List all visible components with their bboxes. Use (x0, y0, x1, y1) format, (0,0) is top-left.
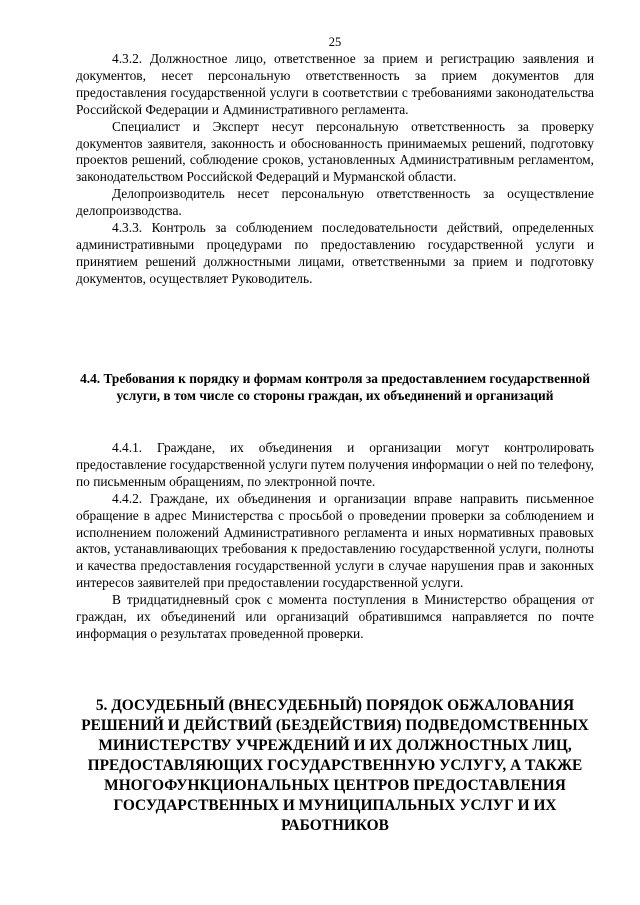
section-4-3-text (76, 51, 594, 288)
paragraph-thirty-day-term: В тридцатидневный срок с момента поступления в Министерство обращения от граждан, их объединений или организаций обратившимся направляется по почте информация о результатах проведенной проверки. (76, 592, 594, 641)
paragraph-4-3-3: 4.3.3. Контроль за соблюдением последовательности действий, определенных административными процедурами по предоставлению государственной услуги и принятием решений должностными лицами, ответственными за прием и подготовку документов, осуществляет Руководитель. (76, 220, 594, 286)
page-number: 25 (328, 35, 342, 49)
subsection-heading-4-4: 4.4. Требования к порядку и формам контроля за предоставлением государственной услуги, в том числе со стороны граждан, их объединений и организаций (80, 371, 590, 403)
section-heading-5: 5. ДОСУДЕБНЫЙ (ВНЕСУДЕБНЫЙ) ПОРЯДОК ОБЖАЛОВАНИЯ РЕШЕНИЙ И ДЕЙСТВИЙ (БЕЗДЕЙСТВИЯ) ПОДВЕДОМСТВЕННЫХ МИНИСТЕРСТВУ УЧРЕЖДЕНИЙ И ИХ ДОЛЖНОСТНЫХ ЛИЦ, ПРЕДОСТАВЛЯЮЩИХ ГОСУДАРСТВЕННУЮ УСЛУГУ, А ТАКЖЕ МНОГОФУНКЦИОНАЛЬНЫХ ЦЕНТРОВ ПРЕДОСТАВЛЕНИЯ ГОСУДАРСТВЕННЫХ И МУНИЦИПАЛЬНЫХ УСЛУГ И ИХ РАБОТНИКОВ (81, 697, 589, 834)
section-4-4-text (76, 440, 594, 643)
paragraph-4-3-2: 4.3.2. Должностное лицо, ответственное за прием и регистрацию заявления и документов, несет персональную ответственность за прием документов для предоставления государственной услуги в соответствии с требованиями законодательства Российской Федерации и Административного регламента. (76, 51, 594, 117)
paragraph-4-4-2: 4.4.2. Граждане, их объединения и организации вправе направить письменное обращение в адрес Министерства с просьбой о проведении проверки за соблюдением и исполнением положений Административного регламента и иных нормативных правовых актов, устанавливающих требования к предоставлению государственной услуги, полноты и качества предоставления государственной услуги в случае нарушения прав и законных интересов заявителей при предоставлении государственной услуги. (76, 490, 594, 591)
paragraph-4-4-1: 4.4.1. Граждане, их объединения и организации могут контролировать предоставление государственной услуги путем получения информации о ней по телефону, по письменным обращениям, по электронной почте. (76, 440, 594, 489)
paragraph-clerk-responsibility: Делопроизводитель несет персональную ответственность за осуществление делопроизводства. (76, 186, 594, 219)
paragraph-specialist-responsibility: Специалист и Эксперт несут персональную ответственность за проверку документов заявителя, законность и обоснованность принимаемых решений, подготовку проектов решений, соблюдение сроков, установленных Административным регламентом, законодательством Российской Федераций и Мурманской области. (76, 118, 594, 185)
